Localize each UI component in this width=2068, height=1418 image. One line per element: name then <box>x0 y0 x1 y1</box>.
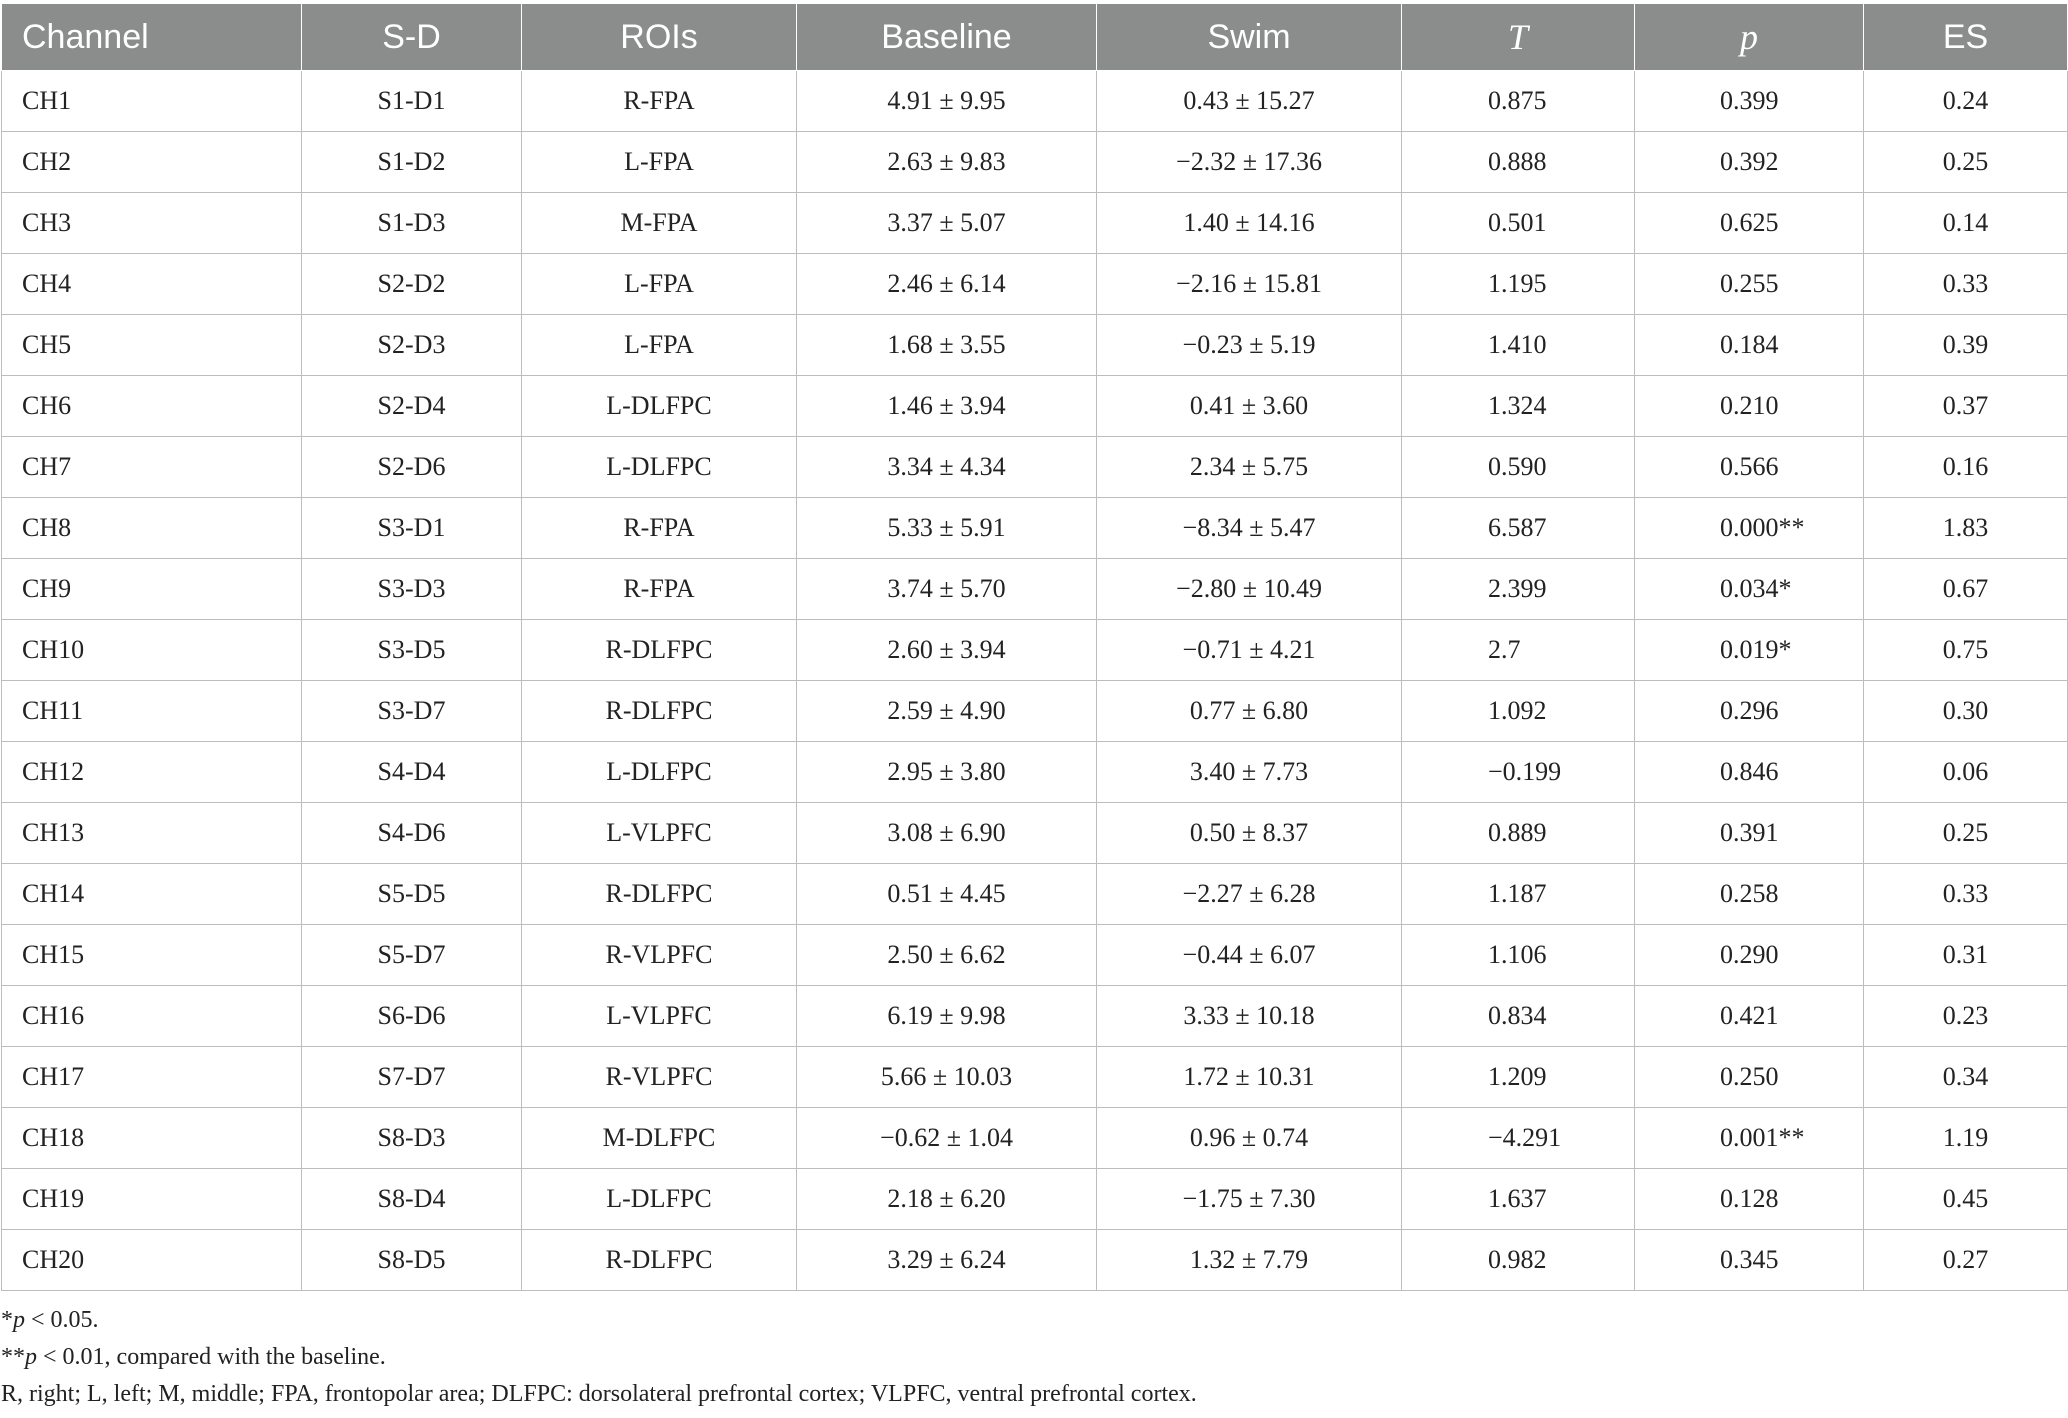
cell-channel: CH8 <box>2 498 302 559</box>
table-row <box>2 254 2068 315</box>
footnote-significance-001: **p < 0.01, compared with the baseline. <box>1 1344 386 1370</box>
cell-roi: R-DLFPC <box>522 620 797 681</box>
cell-swim: 1.72 ± 10.31 <box>1097 1047 1402 1108</box>
header-t-statistic: T <box>1402 4 1635 71</box>
cell-baseline: 3.37 ± 5.07 <box>797 193 1097 254</box>
cell-roi: L-VLPFC <box>522 986 797 1047</box>
cell-swim: −0.23 ± 5.19 <box>1097 315 1402 376</box>
cell-swim: −0.71 ± 4.21 <box>1097 620 1402 681</box>
table-row <box>2 437 2068 498</box>
cell-es: 1.19 <box>1864 1108 2068 1169</box>
cell-roi: L-DLFPC <box>522 437 797 498</box>
cell-t: 1.106 <box>1402 925 1635 986</box>
cell-source-detector: S3-D5 <box>302 620 522 681</box>
cell-swim: −1.75 ± 7.30 <box>1097 1169 1402 1230</box>
cell-p: 0.001** <box>1635 1108 1864 1169</box>
cell-p: 0.255 <box>1635 254 1864 315</box>
header-baseline: Baseline <box>797 4 1097 71</box>
cell-roi: R-DLFPC <box>522 1230 797 1291</box>
cell-es: 0.27 <box>1864 1230 2068 1291</box>
cell-roi: L-FPA <box>522 254 797 315</box>
cell-baseline: 5.66 ± 10.03 <box>797 1047 1097 1108</box>
cell-baseline: 2.18 ± 6.20 <box>797 1169 1097 1230</box>
header-rois: ROIs <box>522 4 797 71</box>
table-row <box>2 498 2068 559</box>
cell-swim: 0.77 ± 6.80 <box>1097 681 1402 742</box>
cell-swim: −2.27 ± 6.28 <box>1097 864 1402 925</box>
cell-es: 1.83 <box>1864 498 2068 559</box>
cell-p: 0.846 <box>1635 742 1864 803</box>
cell-swim: −2.32 ± 17.36 <box>1097 132 1402 193</box>
cell-channel: CH20 <box>2 1230 302 1291</box>
cell-p: 0.184 <box>1635 315 1864 376</box>
cell-p: 0.034* <box>1635 559 1864 620</box>
cell-es: 0.33 <box>1864 864 2068 925</box>
cell-channel: CH15 <box>2 925 302 986</box>
cell-p: 0.391 <box>1635 803 1864 864</box>
cell-swim: 0.43 ± 15.27 <box>1097 71 1402 132</box>
cell-swim: −0.44 ± 6.07 <box>1097 925 1402 986</box>
table-row <box>2 925 2068 986</box>
table-row <box>2 1169 2068 1230</box>
cell-es: 0.06 <box>1864 742 2068 803</box>
cell-swim: 3.40 ± 7.73 <box>1097 742 1402 803</box>
cell-channel: CH7 <box>2 437 302 498</box>
cell-p: 0.210 <box>1635 376 1864 437</box>
cell-swim: 3.33 ± 10.18 <box>1097 986 1402 1047</box>
cell-t: 0.501 <box>1402 193 1635 254</box>
cell-source-detector: S8-D4 <box>302 1169 522 1230</box>
cell-es: 0.16 <box>1864 437 2068 498</box>
table-row <box>2 864 2068 925</box>
cell-t: −0.199 <box>1402 742 1635 803</box>
cell-p: 0.258 <box>1635 864 1864 925</box>
cell-baseline: 1.46 ± 3.94 <box>797 376 1097 437</box>
cell-p: 0.128 <box>1635 1169 1864 1230</box>
cell-es: 0.34 <box>1864 1047 2068 1108</box>
cell-t: 1.637 <box>1402 1169 1635 1230</box>
cell-channel: CH11 <box>2 681 302 742</box>
cell-swim: 0.50 ± 8.37 <box>1097 803 1402 864</box>
cell-p: 0.250 <box>1635 1047 1864 1108</box>
table-row <box>2 71 2068 132</box>
table-row <box>2 620 2068 681</box>
table-row <box>2 986 2068 1047</box>
cell-t: 2.399 <box>1402 559 1635 620</box>
cell-source-detector: S1-D3 <box>302 193 522 254</box>
cell-p: 0.019* <box>1635 620 1864 681</box>
cell-p: 0.296 <box>1635 681 1864 742</box>
cell-source-detector: S6-D6 <box>302 986 522 1047</box>
cell-baseline: 1.68 ± 3.55 <box>797 315 1097 376</box>
cell-es: 0.24 <box>1864 71 2068 132</box>
cell-t: 1.092 <box>1402 681 1635 742</box>
cell-channel: CH9 <box>2 559 302 620</box>
cell-t: 1.209 <box>1402 1047 1635 1108</box>
cell-t: 0.834 <box>1402 986 1635 1047</box>
cell-es: 0.25 <box>1864 803 2068 864</box>
table-row <box>2 315 2068 376</box>
table-row <box>2 742 2068 803</box>
cell-swim: 0.96 ± 0.74 <box>1097 1108 1402 1169</box>
cell-baseline: 3.74 ± 5.70 <box>797 559 1097 620</box>
cell-swim: 1.32 ± 7.79 <box>1097 1230 1402 1291</box>
cell-es: 0.75 <box>1864 620 2068 681</box>
cell-source-detector: S7-D7 <box>302 1047 522 1108</box>
cell-source-detector: S5-D7 <box>302 925 522 986</box>
cell-source-detector: S3-D1 <box>302 498 522 559</box>
cell-source-detector: S4-D4 <box>302 742 522 803</box>
cell-es: 0.67 <box>1864 559 2068 620</box>
cell-channel: CH10 <box>2 620 302 681</box>
cell-baseline: 3.08 ± 6.90 <box>797 803 1097 864</box>
cell-t: 2.7 <box>1402 620 1635 681</box>
table-row <box>2 132 2068 193</box>
cell-swim: −2.80 ± 10.49 <box>1097 559 1402 620</box>
cell-p: 0.392 <box>1635 132 1864 193</box>
cell-baseline: 4.91 ± 9.95 <box>797 71 1097 132</box>
cell-baseline: 5.33 ± 5.91 <box>797 498 1097 559</box>
table-row <box>2 803 2068 864</box>
cell-t: 1.410 <box>1402 315 1635 376</box>
table-body <box>2 71 2068 1291</box>
cell-p: 0.345 <box>1635 1230 1864 1291</box>
cell-p: 0.000** <box>1635 498 1864 559</box>
cell-t: 6.587 <box>1402 498 1635 559</box>
cell-channel: CH1 <box>2 71 302 132</box>
cell-source-detector: S2-D6 <box>302 437 522 498</box>
channel-results-table <box>1 4 2068 1291</box>
cell-roi: L-DLFPC <box>522 742 797 803</box>
cell-channel: CH12 <box>2 742 302 803</box>
cell-source-detector: S3-D7 <box>302 681 522 742</box>
cell-p: 0.625 <box>1635 193 1864 254</box>
cell-p: 0.290 <box>1635 925 1864 986</box>
cell-channel: CH14 <box>2 864 302 925</box>
cell-source-detector: S8-D5 <box>302 1230 522 1291</box>
cell-es: 0.25 <box>1864 132 2068 193</box>
cell-roi: M-DLFPC <box>522 1108 797 1169</box>
cell-channel: CH5 <box>2 315 302 376</box>
header-p-value: p <box>1635 4 1864 71</box>
table-row <box>2 559 2068 620</box>
cell-es: 0.23 <box>1864 986 2068 1047</box>
cell-channel: CH18 <box>2 1108 302 1169</box>
cell-es: 0.37 <box>1864 376 2068 437</box>
cell-roi: R-DLFPC <box>522 681 797 742</box>
cell-roi: R-FPA <box>522 71 797 132</box>
cell-roi: L-DLFPC <box>522 376 797 437</box>
table-row <box>2 681 2068 742</box>
cell-source-detector: S2-D3 <box>302 315 522 376</box>
cell-t: 1.195 <box>1402 254 1635 315</box>
cell-baseline: 3.29 ± 6.24 <box>797 1230 1097 1291</box>
cell-channel: CH4 <box>2 254 302 315</box>
results-table-container <box>0 4 2068 1291</box>
cell-es: 0.39 <box>1864 315 2068 376</box>
cell-baseline: 2.63 ± 9.83 <box>797 132 1097 193</box>
cell-p: 0.399 <box>1635 71 1864 132</box>
cell-channel: CH19 <box>2 1169 302 1230</box>
table-row <box>2 1047 2068 1108</box>
table-row <box>2 1108 2068 1169</box>
header-effect-size: ES <box>1864 4 2068 71</box>
cell-roi: R-DLFPC <box>522 864 797 925</box>
footnote-abbreviations: R, right; L, left; M, middle; FPA, frontopolar area; DLFPC: dorsolateral prefrontal cortex; VLPFC, ventral prefrontal cortex. <box>1 1381 1197 1407</box>
cell-p: 0.421 <box>1635 986 1864 1047</box>
cell-roi: L-FPA <box>522 315 797 376</box>
header-channel: Channel <box>2 4 302 71</box>
cell-baseline: 2.50 ± 6.62 <box>797 925 1097 986</box>
cell-roi: L-FPA <box>522 132 797 193</box>
table-header-row <box>2 4 2068 71</box>
cell-swim: 0.41 ± 3.60 <box>1097 376 1402 437</box>
cell-swim: −2.16 ± 15.81 <box>1097 254 1402 315</box>
cell-baseline: 3.34 ± 4.34 <box>797 437 1097 498</box>
cell-roi: R-VLPFC <box>522 925 797 986</box>
header-source-detector: S-D <box>302 4 522 71</box>
cell-roi: M-FPA <box>522 193 797 254</box>
cell-source-detector: S4-D6 <box>302 803 522 864</box>
cell-es: 0.33 <box>1864 254 2068 315</box>
cell-channel: CH2 <box>2 132 302 193</box>
cell-baseline: −0.62 ± 1.04 <box>797 1108 1097 1169</box>
cell-baseline: 2.46 ± 6.14 <box>797 254 1097 315</box>
cell-baseline: 2.59 ± 4.90 <box>797 681 1097 742</box>
cell-t: −4.291 <box>1402 1108 1635 1169</box>
cell-roi: R-FPA <box>522 559 797 620</box>
cell-channel: CH13 <box>2 803 302 864</box>
cell-baseline: 0.51 ± 4.45 <box>797 864 1097 925</box>
cell-t: 0.875 <box>1402 71 1635 132</box>
cell-swim: 2.34 ± 5.75 <box>1097 437 1402 498</box>
cell-source-detector: S2-D2 <box>302 254 522 315</box>
cell-t: 0.888 <box>1402 132 1635 193</box>
cell-channel: CH6 <box>2 376 302 437</box>
cell-baseline: 2.95 ± 3.80 <box>797 742 1097 803</box>
cell-source-detector: S2-D4 <box>302 376 522 437</box>
cell-source-detector: S8-D3 <box>302 1108 522 1169</box>
cell-swim: −8.34 ± 5.47 <box>1097 498 1402 559</box>
cell-roi: R-VLPFC <box>522 1047 797 1108</box>
footnote-significance-005: *p < 0.05. <box>1 1307 99 1333</box>
cell-t: 1.324 <box>1402 376 1635 437</box>
cell-es: 0.31 <box>1864 925 2068 986</box>
cell-source-detector: S1-D2 <box>302 132 522 193</box>
cell-t: 0.982 <box>1402 1230 1635 1291</box>
cell-roi: L-DLFPC <box>522 1169 797 1230</box>
cell-roi: L-VLPFC <box>522 803 797 864</box>
cell-roi: R-FPA <box>522 498 797 559</box>
cell-t: 0.889 <box>1402 803 1635 864</box>
cell-channel: CH3 <box>2 193 302 254</box>
cell-es: 0.30 <box>1864 681 2068 742</box>
cell-baseline: 2.60 ± 3.94 <box>797 620 1097 681</box>
cell-source-detector: S3-D3 <box>302 559 522 620</box>
cell-source-detector: S1-D1 <box>302 71 522 132</box>
cell-es: 0.45 <box>1864 1169 2068 1230</box>
cell-channel: CH16 <box>2 986 302 1047</box>
cell-t: 0.590 <box>1402 437 1635 498</box>
cell-channel: CH17 <box>2 1047 302 1108</box>
cell-es: 0.14 <box>1864 193 2068 254</box>
table-footnotes <box>1 1302 1197 1413</box>
cell-p: 0.566 <box>1635 437 1864 498</box>
cell-source-detector: S5-D5 <box>302 864 522 925</box>
header-swim: Swim <box>1097 4 1402 71</box>
cell-baseline: 6.19 ± 9.98 <box>797 986 1097 1047</box>
cell-t: 1.187 <box>1402 864 1635 925</box>
cell-swim: 1.40 ± 14.16 <box>1097 193 1402 254</box>
table-row <box>2 1230 2068 1291</box>
table-row <box>2 193 2068 254</box>
table-row <box>2 376 2068 437</box>
